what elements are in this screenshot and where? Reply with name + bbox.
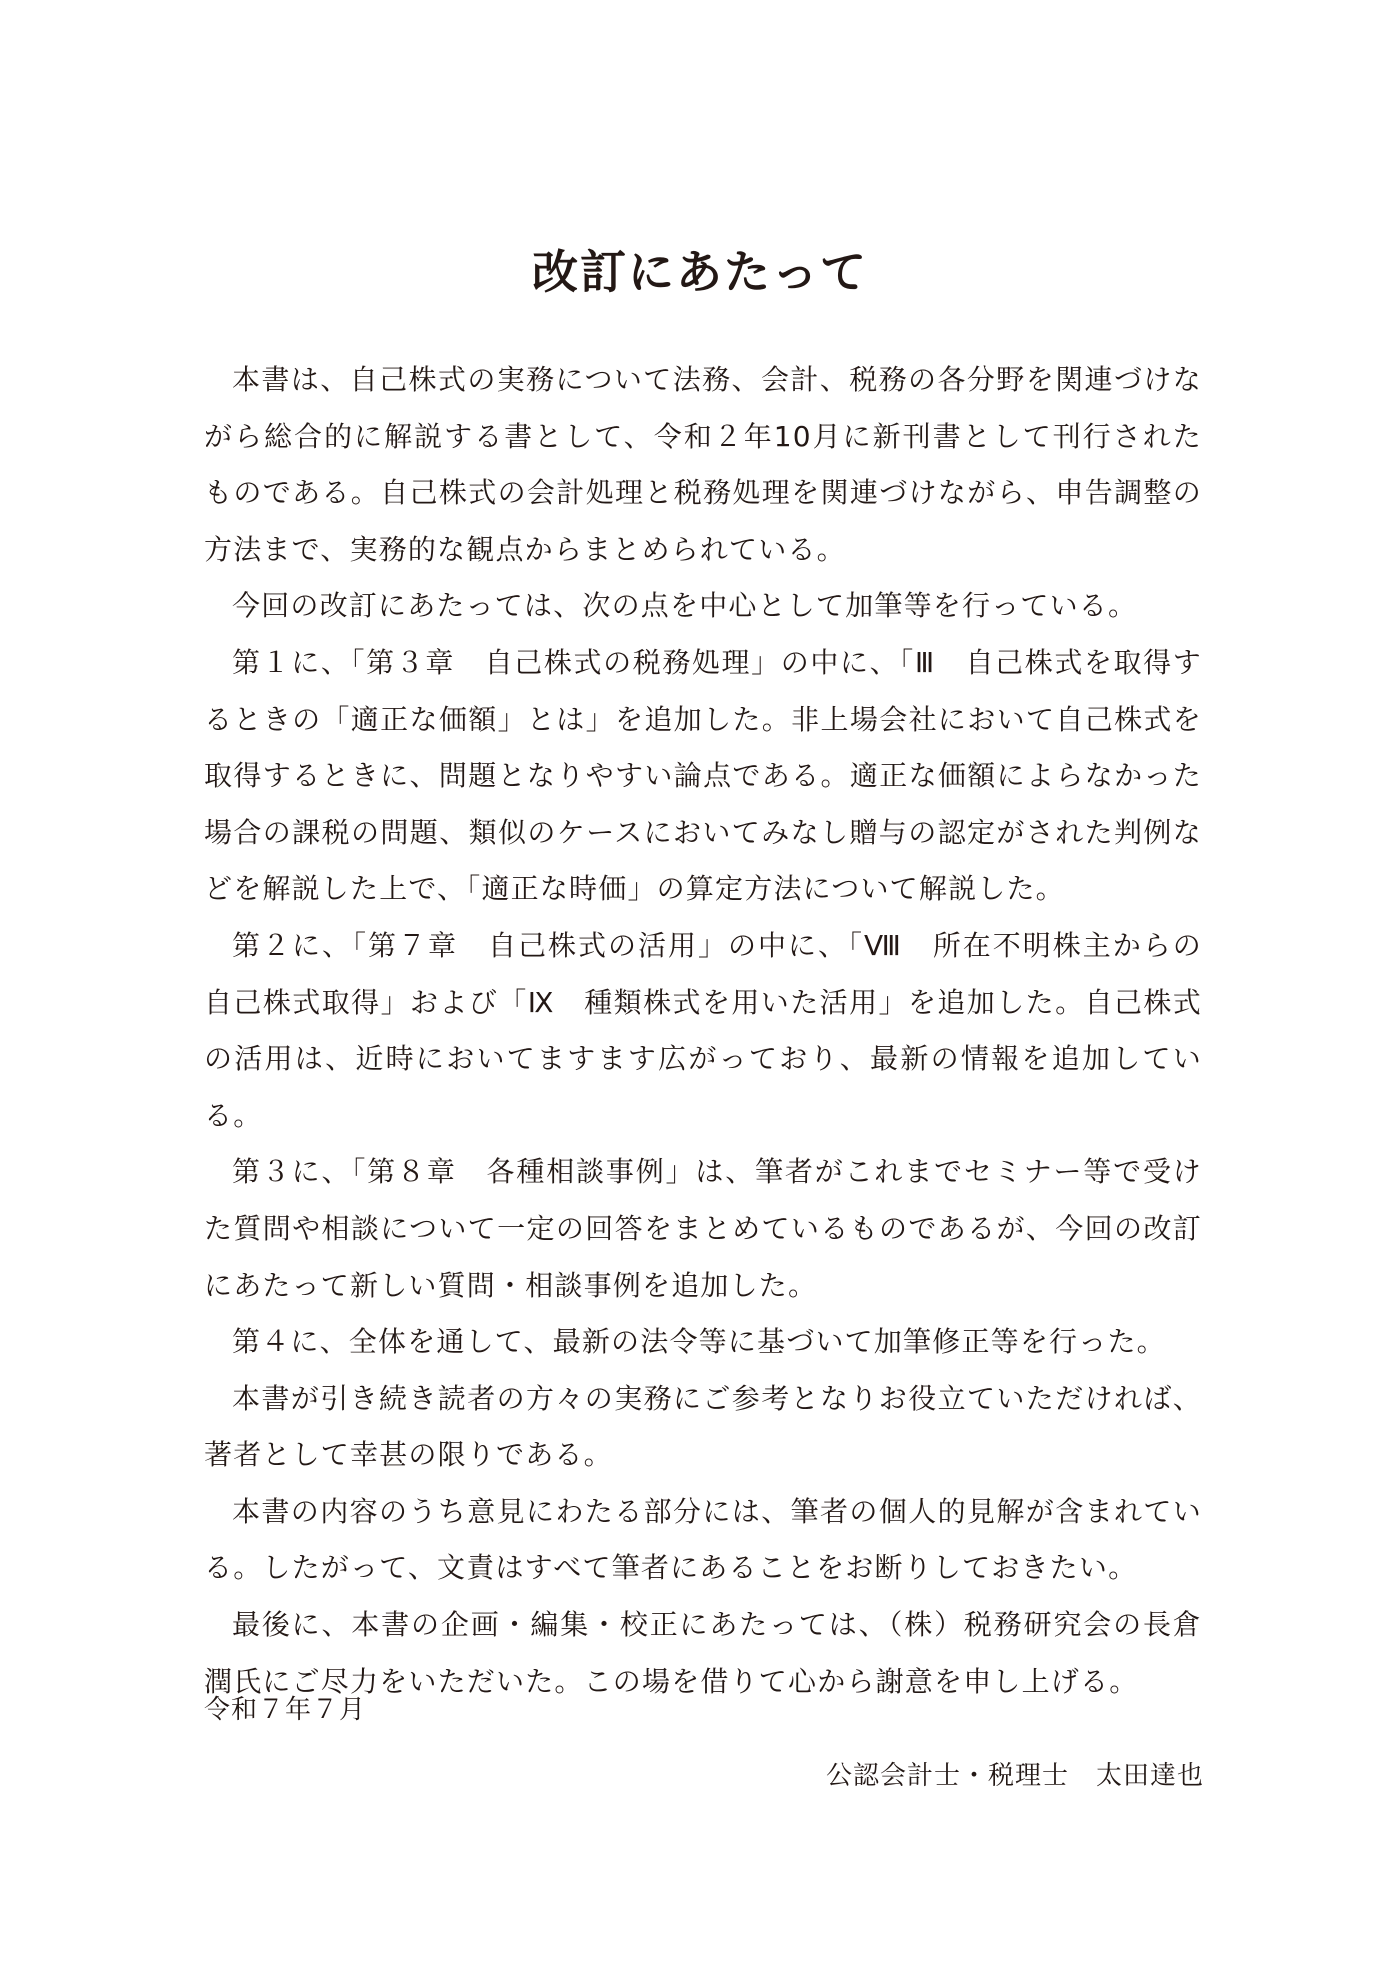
paragraph-point-3: 第３に、「第８章 各種相談事例」は、筆者がこれまでセミナー等で受けた質問や相談について一定の回答をまとめているものであるが、今回の改訂にあたって新しい質問・相談事例を追加した。 <box>204 1155 1202 1302</box>
paragraph-point-1: 第１に、「第３章 自己株式の税務処理」の中に、「Ⅲ 自己株式を取得するときの「適正な価額」とは」を追加した。非上場会社において自己株式を取得するときに、問題となりやすい論点である。適正な価額によらなかった場合の課税の問題、類似のケースにおいてみなし贈与の認定がされた判例などを解説した上で、「適正な時価」の算定方法について解説した。 <box>204 645 1202 906</box>
paragraph-revision-summary: 今回の改訂にあたっては、次の点を中心として加筆等を行っている。 <box>232 589 1138 623</box>
date-line: 令和７年７月 <box>204 1695 367 1725</box>
author-signature: 公認会計士・税理士 太田達也 <box>825 1761 1204 1791</box>
paragraph-point-2: 第２に、「第７章 自己株式の活用」の中に、「Ⅷ 所在不明株主からの自己株式取得」および「Ⅸ 種類株式を用いた活用」を追加した。自己株式の活用は、近時においてますます広がっており、最新の情報を追加している。 <box>204 928 1202 1132</box>
paragraph-acknowledgement: 最後に、本書の企画・編集・校正にあたっては、（株）税務研究会の長倉潤氏にご尽力をいただいた。この場を借りて心から謝意を申し上げる。 <box>204 1608 1202 1698</box>
paragraph-point-4: 第４に、全体を通して、最新の法令等に基づいて加筆修正等を行った。 <box>232 1325 1166 1359</box>
paragraph-intro: 本書は、自己株式の実務について法務、会計、税務の各分野を関連づけながら総合的に解説する書として、令和２年10月に新刊書として刊行されたものである。自己株式の会計処理と税務処理を関連づけながら、申告調整の方法まで、実務的な観点からまとめられている。 <box>204 363 1202 566</box>
page-title: 改訂にあたって <box>532 245 868 299</box>
paragraph-disclaimer: 本書の内容のうち意見にわたる部分には、筆者の個人的見解が含まれている。したがって、文責はすべて筆者にあることをお断りしておきたい。 <box>204 1494 1202 1585</box>
paragraph-hope: 本書が引き続き読者の方々の実務にご参考となりお役立ていただければ、著者として幸甚の限りである。 <box>204 1381 1202 1472</box>
body-text <box>204 352 1202 1710</box>
